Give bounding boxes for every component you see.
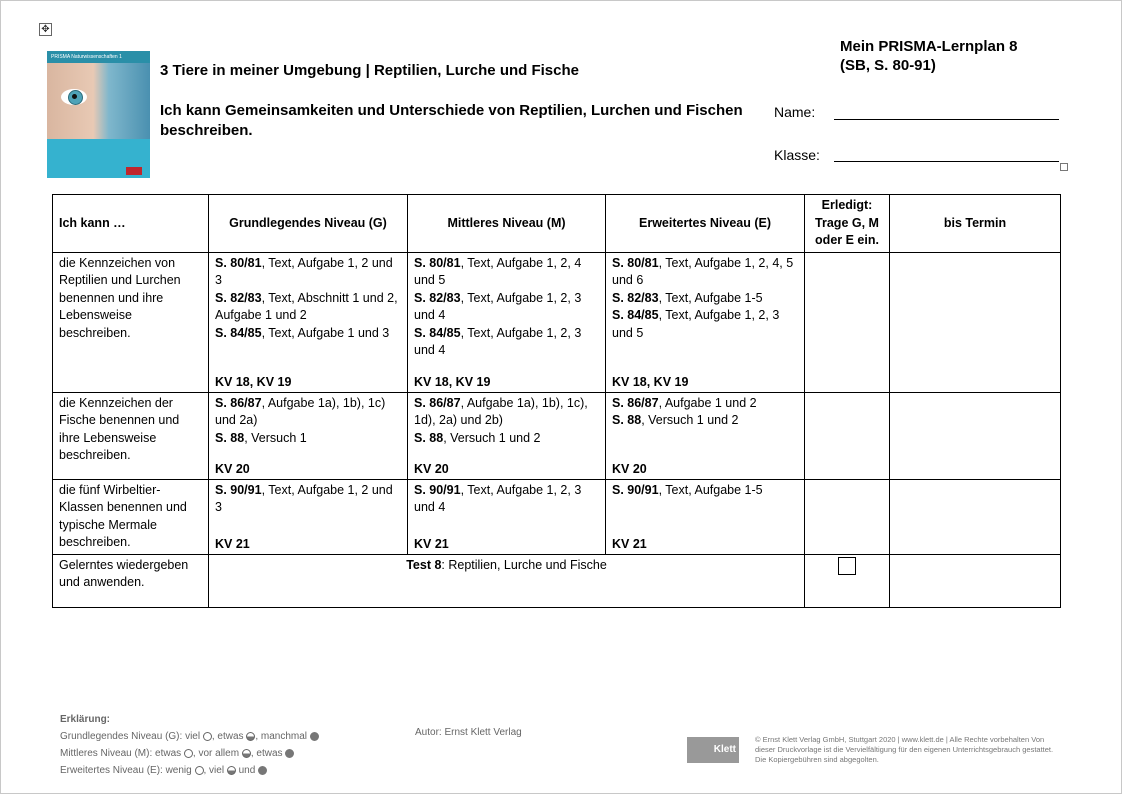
task-text: , Text, Abschnitt 1 und 2, Aufgabe 1 und 2 (215, 290, 398, 322)
task-text: , Text, Aufgabe 1-5 (658, 482, 763, 497)
header-mittel: Mittleres Niveau (M) (408, 195, 606, 253)
level-e-cell (606, 252, 805, 392)
deadline-cell[interactable] (890, 252, 1061, 392)
level-m-cell (408, 392, 606, 479)
done-cell[interactable] (805, 479, 890, 554)
task-text: , Versuch 1 (244, 430, 307, 445)
level-g-cell (209, 252, 408, 392)
header-erledigt: Erledigt: Trage G, M oder E ein. (805, 195, 890, 253)
level-m-cell (408, 479, 606, 554)
done-cell[interactable] (805, 392, 890, 479)
table-row (53, 479, 1061, 554)
table-row (53, 392, 1061, 479)
page-ref: S. 84/85 (612, 308, 659, 322)
task-text: , Text, Aufgabe 1, 2, 3 und 4 (414, 290, 582, 322)
test-label: Test 8 (406, 557, 442, 572)
task-text: , Versuch 1 und 2 (443, 430, 541, 445)
page-ref: S. 80/81 (215, 255, 262, 270)
kv-ref: KV 18, KV 19 (612, 375, 689, 389)
kv-ref: KV 20 (414, 462, 449, 476)
task-item (612, 255, 798, 290)
plan-title: Mein PRISMA-Lernplan 8 (SB, S. 80-91) (840, 38, 1018, 74)
test-cell (209, 554, 805, 607)
task-text: , Versuch 1 und 2 (641, 413, 739, 427)
task-text: , Text, Aufgabe 1, 2, 4, 5 und 6 (612, 255, 794, 287)
skill-cell: Gelerntes wiedergeben und anwenden. (53, 554, 209, 607)
circle-empty-icon (195, 766, 204, 775)
task-item (215, 290, 401, 325)
level-g-cell (209, 392, 408, 479)
circle-full-icon (285, 749, 294, 758)
circle-empty-icon (184, 749, 193, 758)
header-bis-termin: bis Termin (890, 195, 1061, 253)
task-text: , Text, Aufgabe 1 und 3 (261, 325, 390, 340)
page-ref: S. 80/81 (414, 255, 461, 270)
header-erweitert: Erweitertes Niveau (E) (606, 195, 805, 253)
task-item (414, 255, 599, 290)
task-text: , Aufgabe 1a), 1b), 1c) und 2a) (215, 395, 386, 427)
page-ref: S. 86/87 (612, 395, 659, 410)
book-cover-image (47, 51, 150, 178)
level-e-cell (606, 479, 805, 554)
page-ref: S. 82/83 (215, 290, 262, 305)
table-row (53, 252, 1061, 392)
klett-logo: Klett (687, 737, 739, 763)
task-item (612, 412, 798, 430)
kv-ref: KV 21 (414, 537, 449, 551)
done-cell[interactable] (805, 252, 890, 392)
cover-band-text: PRISMA Naturwissenschaften 1 (51, 54, 122, 60)
task-item (215, 482, 401, 517)
task-item (414, 395, 599, 430)
header-grundlegend: Grundlegendes Niveau (G) (209, 195, 408, 253)
skill-cell: die fünf Wirbeltier-Klassen benennen und typische Mermale beschreiben. (53, 479, 209, 554)
resize-handle[interactable] (1060, 163, 1068, 171)
name-field[interactable] (834, 119, 1059, 120)
level-g-cell (209, 479, 408, 554)
circle-full-icon (258, 766, 267, 775)
table-move-handle-icon[interactable]: ✥ (39, 23, 52, 36)
circle-half-icon (227, 766, 236, 775)
test-topic: : Reptilien, Lurche und Fische (441, 557, 607, 572)
task-item (612, 307, 798, 342)
task-item (215, 430, 401, 448)
circle-empty-icon (203, 732, 212, 741)
legend-e: Erweitertes Niveau (E): wenig , viel und (60, 762, 319, 779)
legend-m: Mittleres Niveau (M): etwas , vor allem , etwas (60, 745, 319, 762)
table-row (53, 554, 1061, 607)
deadline-cell[interactable] (890, 554, 1061, 607)
task-text: , Text, Aufgabe 1, 2, 4 und 5 (414, 255, 582, 287)
task-text: , Text, Aufgabe 1-5 (658, 290, 763, 305)
task-item (215, 395, 401, 430)
page-ref: S. 80/81 (612, 255, 659, 270)
page-ref: S. 82/83 (414, 290, 461, 305)
circle-half-icon (242, 749, 251, 758)
skill-cell: die Kennzeichen der Fische benennen und ihre Lebensweise beschreiben. (53, 392, 209, 479)
task-item (414, 430, 599, 448)
copyright: © Ernst Klett Verlag GmbH, Stuttgart 2020 | www.klett.de | Alle Rechte vorbehalten Von dieser Druckvorlage ist die Vervielfältigung für den eigenen Unterrichtsgebrauch gestattet. Die Kopiergebühren sind abgegolten. (755, 735, 1054, 764)
legend-title: Erklärung: (60, 714, 111, 725)
learning-plan-table (52, 194, 1061, 608)
name-label: Name: (774, 104, 816, 120)
page-ref: S. 82/83 (612, 290, 659, 305)
done-cell (805, 554, 890, 607)
task-item (414, 290, 599, 325)
page-ref: S. 90/91 (612, 482, 659, 497)
task-item (215, 325, 401, 343)
task-item (612, 482, 798, 500)
page-ref: S. 90/91 (215, 482, 262, 497)
page-ref: S. 84/85 (215, 325, 262, 340)
task-text: , Aufgabe 1a), 1b), 1c), 1d), 2a) und 2b) (414, 395, 588, 427)
unit-title: 3 Tiere in meiner Umgebung | Reptilien, Lurche und Fische (160, 62, 579, 79)
skill-cell: die Kennzeichen von Reptilien und Lurchen benennen und ihre Lebensweise beschreiben. (53, 252, 209, 392)
legend (60, 711, 319, 779)
kv-ref: KV 20 (612, 462, 647, 476)
task-item (612, 290, 798, 308)
kv-ref: KV 21 (215, 537, 250, 551)
class-label: Klasse: (774, 147, 820, 163)
circle-half-icon (246, 732, 255, 741)
learning-goal: Ich kann Gemeinsamkeiten und Unterschiede von Reptilien, Lurchen und Fischen beschreiben. (160, 102, 743, 139)
deadline-cell[interactable] (890, 479, 1061, 554)
done-checkbox[interactable] (838, 557, 856, 575)
task-text: , Text, Aufgabe 1, 2, 3 und 4 (414, 325, 582, 357)
level-m-cell (408, 252, 606, 392)
task-text: , Text, Aufgabe 1, 2, 3 und 4 (414, 482, 582, 514)
legend-g: Grundlegendes Niveau (G): viel , etwas , manchmal (60, 728, 319, 745)
page-ref: S. 88 (215, 430, 245, 445)
kv-ref: KV 18, KV 19 (215, 375, 292, 389)
header-ich-kann: Ich kann … (53, 195, 209, 253)
deadline-cell[interactable] (890, 392, 1061, 479)
circle-full-icon (310, 732, 319, 741)
level-e-cell (606, 392, 805, 479)
kv-ref: KV 20 (215, 462, 250, 476)
task-text: , Text, Aufgabe 1, 2 und 3 (215, 482, 393, 514)
page-ref: S. 90/91 (414, 482, 461, 497)
task-text: , Text, Aufgabe 1, 2 und 3 (215, 255, 393, 287)
page-ref: S. 86/87 (215, 395, 262, 410)
task-text: , Aufgabe 1 und 2 (658, 395, 757, 410)
page-ref: S. 88 (414, 430, 444, 445)
author: Autor: Ernst Klett Verlag (415, 727, 522, 738)
task-text: , Text, Aufgabe 1, 2, 3 und 5 (612, 308, 780, 340)
page-ref: S. 86/87 (414, 395, 461, 410)
kv-ref: KV 18, KV 19 (414, 375, 491, 389)
kv-ref: KV 21 (612, 537, 647, 551)
cover-publisher-logo (126, 167, 142, 175)
task-item (612, 395, 798, 413)
task-item (215, 255, 401, 290)
class-field[interactable] (834, 161, 1059, 162)
page-ref: S. 88 (612, 413, 642, 427)
task-item (414, 325, 599, 360)
page-ref: S. 84/85 (414, 325, 461, 340)
task-item (414, 482, 599, 517)
